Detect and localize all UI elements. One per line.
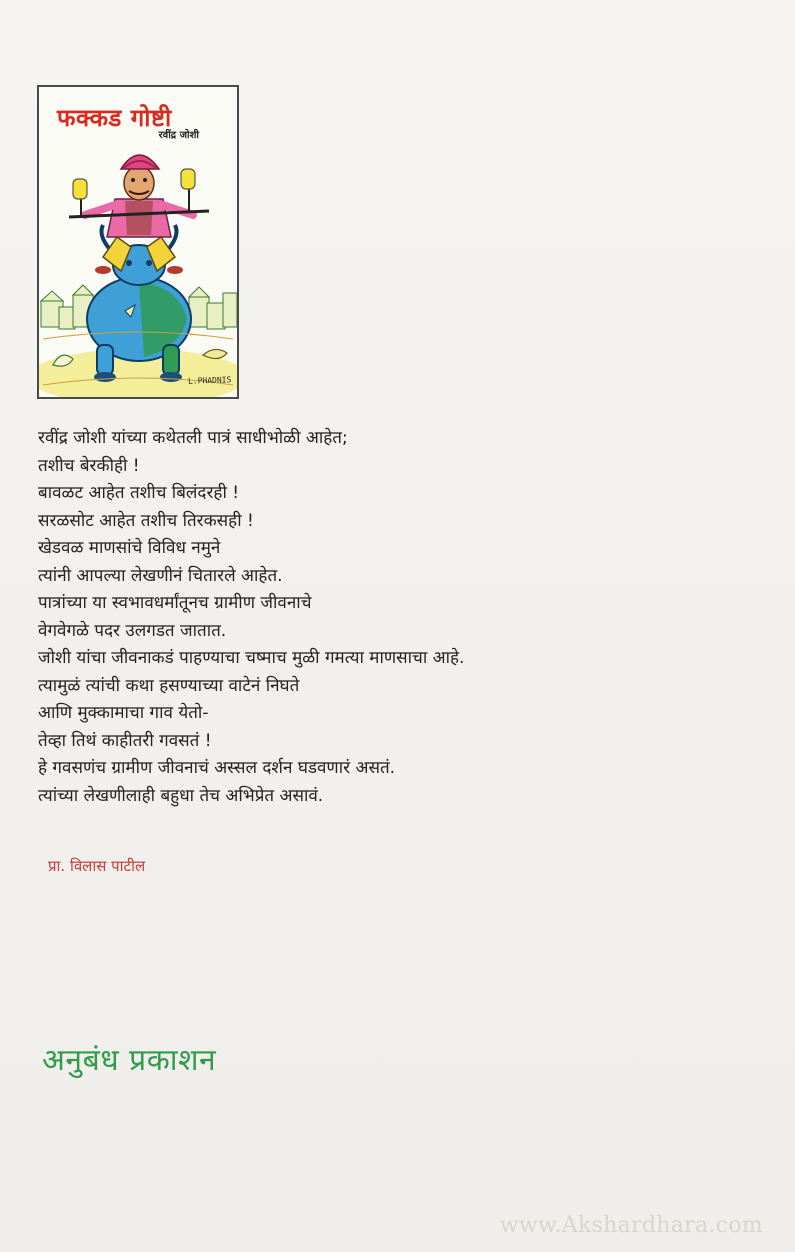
- watermark: www.Akshardhara.com: [499, 1213, 763, 1238]
- cover-thumbnail: [37, 85, 239, 399]
- blurb-line: तेव्हा तिथं काहीतरी गवसतं !: [38, 730, 212, 751]
- blurb-line: रवींद्र जोशी यांच्या कथेतली पात्रं साधीभोळी आहेत;: [38, 428, 348, 448]
- reviewer-name: प्रा. विलास पाटील: [48, 857, 146, 875]
- artist-signature: L.PHADNIS: [187, 375, 232, 386]
- publisher-name: अनुबंध प्रकाशन: [42, 1043, 217, 1078]
- blurb-line: बावळट आहेत तशीच बिलंदरही !: [38, 483, 240, 503]
- blurb-line: आणि मुक्कामाचा गाव येतो-: [38, 703, 209, 723]
- thumbnail-author: रवींद्र जोशी: [158, 130, 199, 141]
- blurb-line: हे गवसणंच ग्रामीण जीवनाचं अस्सल दर्शन घडवणारं असतं.: [38, 758, 396, 778]
- blurb-line: त्यांनी आपल्या लेखणीनं चितारले आहेत.: [38, 565, 283, 586]
- blurb-line: पात्रांच्या या स्वभावधर्मांतूनच ग्रामीण जीवनाचे: [38, 593, 312, 613]
- blurb-line: खेडवळ माणसांचे विविध नमुने: [38, 538, 221, 558]
- blurb-line: त्यांच्या लेखणीलाही बहुधा तेच अभिप्रेत असावं.: [38, 785, 324, 806]
- blurb-line: त्यामुळं त्यांची कथा हसण्याच्या वाटेनं निघते: [38, 675, 300, 696]
- blurb-line: जोशी यांचा जीवनाकडं पाहण्याचा चष्माच मुळी गमत्या माणसाचा आहे.: [38, 648, 465, 668]
- blurb-line: वेगवेगळे पदर उलगडत जातात.: [38, 620, 227, 641]
- thumbnail-title: फक्कड गोष्टी: [57, 104, 172, 132]
- blurb-text: [38, 425, 738, 810]
- blurb-line: तशीच बेरकीही !: [38, 455, 140, 476]
- blurb-line: सरळसोट आहेत तशीच तिरकसही !: [38, 510, 254, 531]
